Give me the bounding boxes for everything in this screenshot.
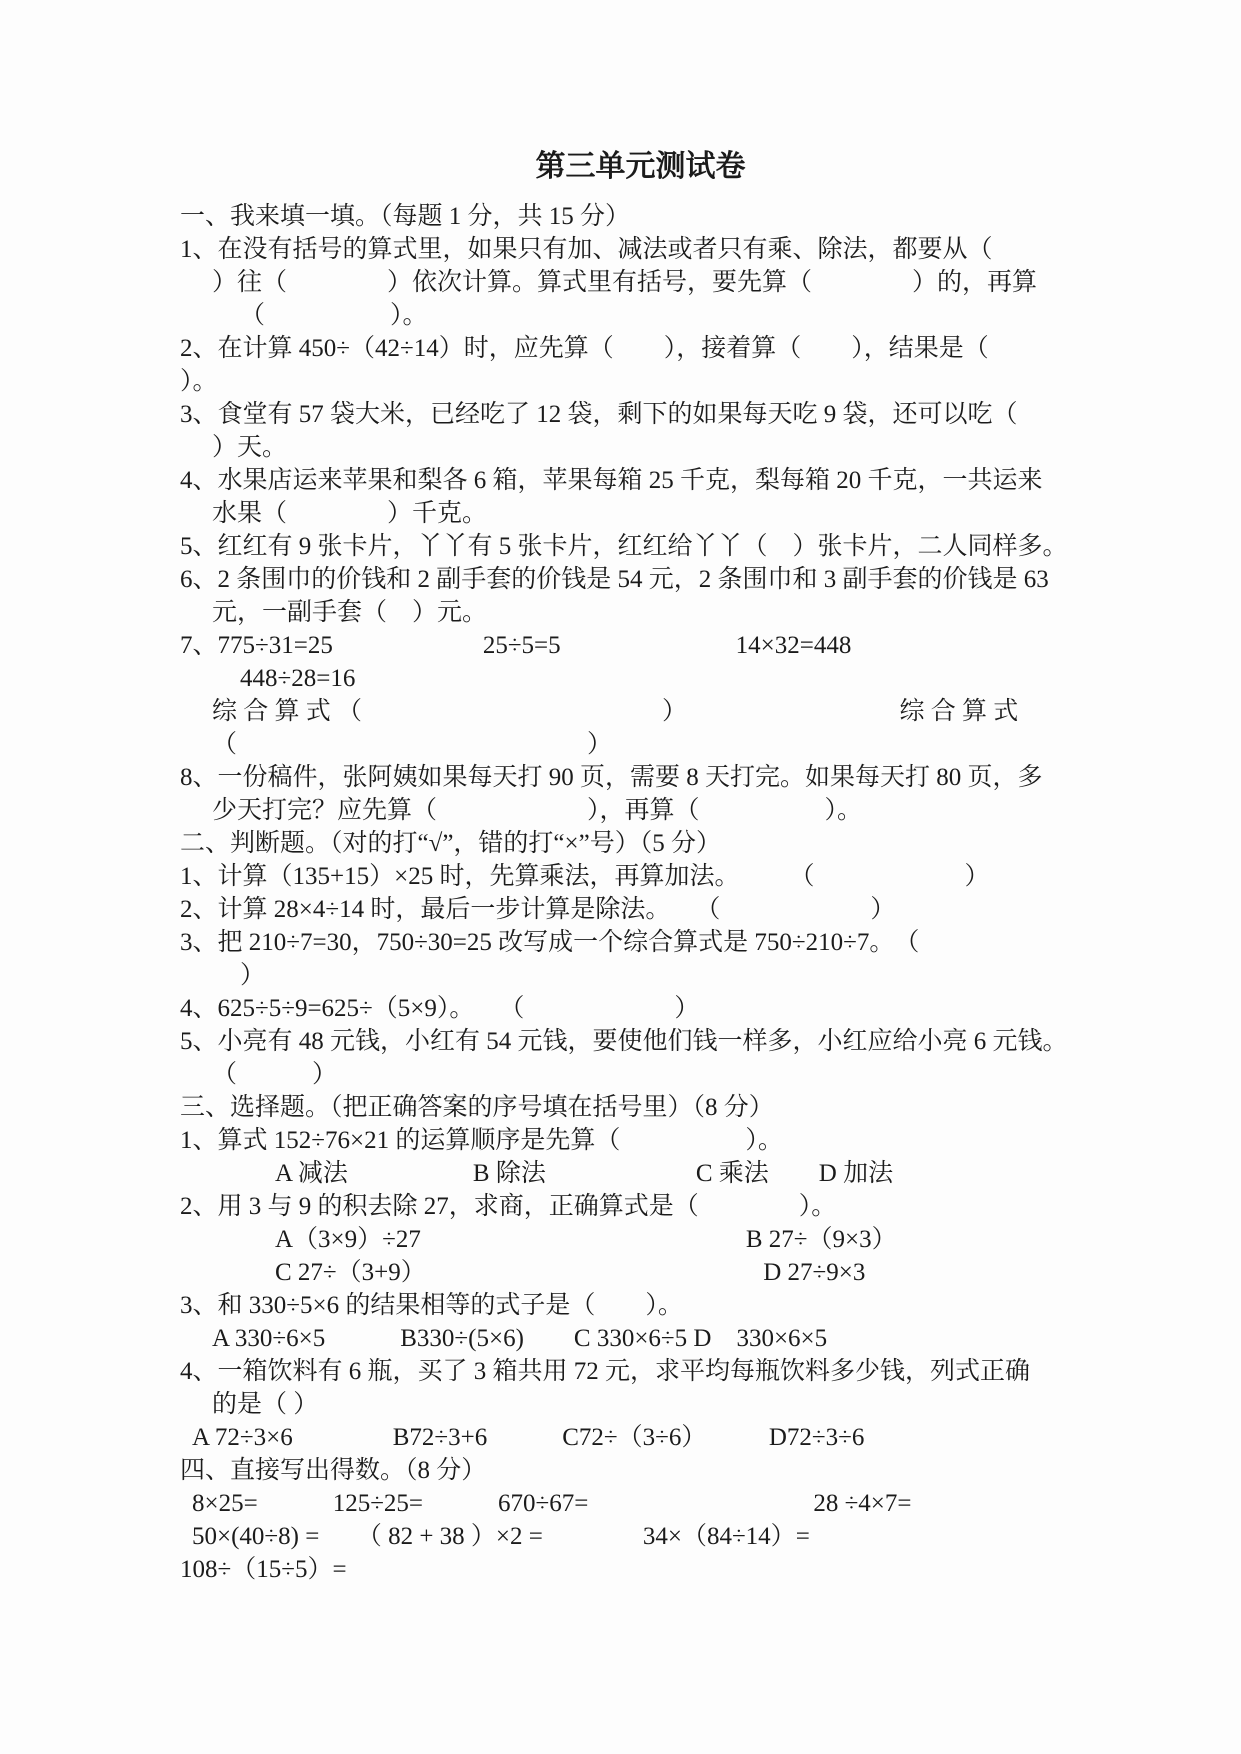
document-line: 的是（ ） — [212, 1391, 319, 1418]
document-line: C 27÷（3+9） D 27÷9×3 — [275, 1259, 866, 1286]
section-true-false — [180, 827, 1101, 1091]
document-line: 水果（ ）千克。 — [212, 500, 488, 527]
document-line: （ ） — [212, 731, 613, 758]
document-body — [180, 200, 1101, 1586]
document-line: 元，一副手套（ ）元。 — [212, 599, 488, 626]
document-line: 3、和 330÷5×6 的结果相等的式子是（ ）。 — [180, 1292, 683, 1319]
document-line: ）天。 — [212, 434, 288, 461]
document-line: 8、一份稿件，张阿姨如果每天打 90 页，需要 8 天打完。如果每天打 80 页，多 — [180, 764, 1043, 791]
document-line: 5、红红有 9 张卡片，丫丫有 5 张卡片，红红给丫丫（ ）张卡片，二人同样多。 — [180, 533, 1068, 560]
document-line: 1、计算（135+15）×25 时，先算乘法，再算加法。 （ ） — [180, 863, 990, 890]
document-line: 4、625÷5÷9=625÷（5×9）。 （ ） — [180, 995, 700, 1022]
document-line: 8×25= 125÷25= 670÷67= 28 ÷4×7= — [192, 1490, 912, 1517]
section-heading: 二、判断题。（对的打“√”，错的打“×”号）（5 分） — [180, 830, 721, 857]
document-line: ） — [240, 962, 266, 989]
section-heading: 一、我来填一填。（每题 1 分，共 15 分） — [180, 203, 631, 230]
document-line: 少天打完？应先算（ ），再算（ ）。 — [212, 797, 863, 824]
document-line: A 减法 B 除法 C 乘法 D 加法 — [275, 1160, 894, 1187]
document-line: 448÷28=16 — [240, 665, 356, 692]
document-line: 108÷（15÷5）= — [180, 1556, 347, 1583]
document-line: 2、用 3 与 9 的积去除 27，求商，正确算式是（ ）。 — [180, 1193, 837, 1220]
section-heading: 四、直接写出得数。（8 分） — [180, 1457, 487, 1484]
document-line: 综 合 算 式 （ ） 综 合 算 式 — [212, 698, 1019, 725]
document-line: ）往（ ）依次计算。算式里有括号，要先算（ ）的，再算 — [212, 269, 1038, 296]
section-multiple-choice — [180, 1091, 1101, 1454]
document-line: 1、算式 152÷76×21 的运算顺序是先算（ ）。 — [180, 1127, 783, 1154]
document-line: A 72÷3×6 B72÷3+6 C72÷（3÷6） D72÷3÷6 — [192, 1424, 865, 1451]
document-line: （ ）。 — [240, 302, 428, 329]
document-line: A 330÷6×5 B330÷(5×6) C 330×6÷5 D 330×6×5 — [212, 1325, 828, 1352]
section-fill-in-blanks — [180, 200, 1101, 827]
document-line: 6、2 条围巾的价钱和 2 副手套的价钱是 54 元，2 条围巾和 3 副手套的价钱是 63 — [180, 566, 1049, 593]
document-line: 3、食堂有 57 袋大米，已经吃了 12 袋，剩下的如果每天吃 9 袋，还可以吃（ — [180, 401, 1018, 428]
document-line: A（3×9）÷27 B 27÷（9×3） — [275, 1226, 897, 1253]
section-heading: 三、选择题。（把正确答案的序号填在括号里）（8 分） — [180, 1094, 774, 1121]
document-line: 2、在计算 450÷（42÷14）时，应先算（ ），接着算（ ），结果是（ — [180, 335, 989, 362]
document-line: ）。 — [180, 368, 218, 395]
document-line: （ ） — [212, 1061, 338, 1088]
page-title: 第三单元测试卷 — [535, 150, 746, 183]
document-line: 3、把 210÷7=30，750÷30=25 改写成一个综合算式是 750÷210÷7。 （ — [180, 929, 920, 956]
document-line: 7、775÷31=25 25÷5=5 14×32=448 — [180, 632, 852, 659]
document-line: 4、一箱饮料有 6 瓶，买了 3 箱共用 72 元，求平均每瓶饮料多少钱，列式正确 — [180, 1358, 1031, 1385]
document-line: 5、小亮有 48 元钱，小红有 54 元钱，要使他们钱一样多，小红应给小亮 6 元钱。 — [180, 1028, 1068, 1055]
document-line: 4、水果店运来苹果和梨各 6 箱，苹果每箱 25 千克，梨每箱 20 千克，一共运来 — [180, 467, 1043, 494]
document-line: 1、在没有括号的算式里，如果只有加、减法或者只有乘、除法，都要从（ — [180, 236, 993, 263]
section-direct-calculation — [180, 1454, 1101, 1586]
document-line: 50×(40÷8) = （ 82 + 38 ）×2 = 34×（84÷14）= — [192, 1523, 810, 1550]
document-line: 2、计算 28×4÷14 时，最后一步计算是除法。 （ ） — [180, 896, 896, 923]
